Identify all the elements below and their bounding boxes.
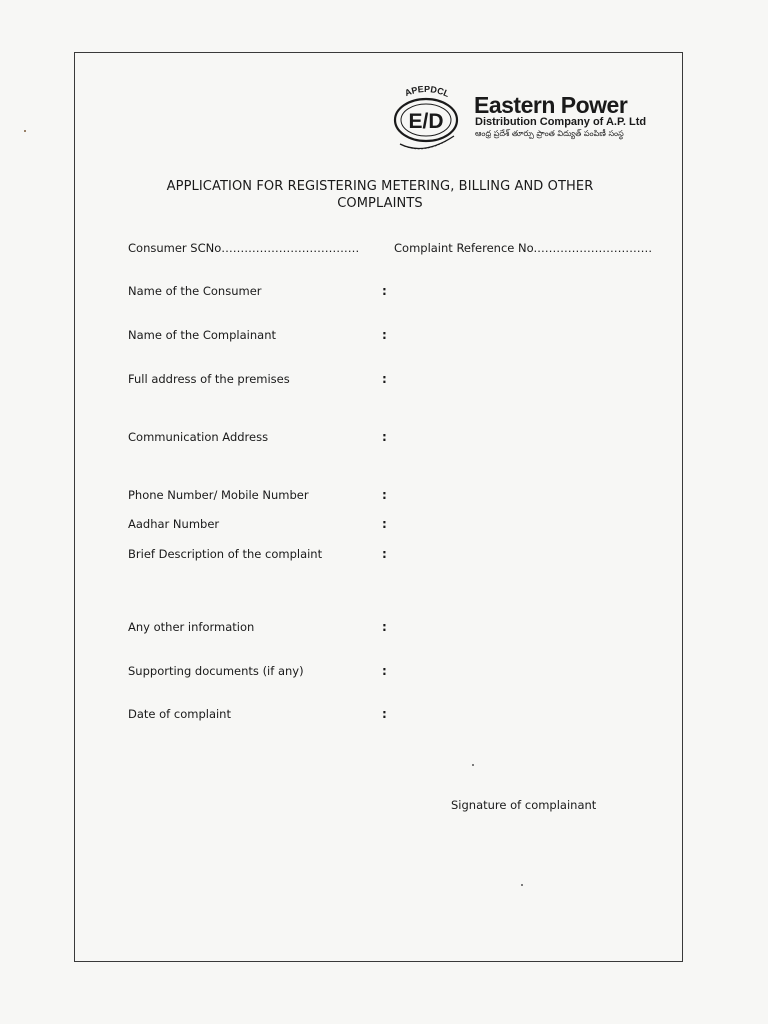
field-colon: :: [382, 284, 387, 298]
form-title-line2: COMPLAINTS: [337, 196, 423, 211]
scan-speck: [472, 764, 474, 766]
field-colon: :: [382, 372, 387, 386]
field-label-supporting-documents: Supporting documents (if any): [128, 664, 304, 678]
field-label-aadhar-number: Aadhar Number: [128, 517, 220, 531]
field-colon: :: [382, 707, 387, 721]
complaint-reference-field[interactable]: Complaint Reference No.…………………………: [394, 241, 653, 255]
field-colon: :: [382, 488, 387, 502]
signature-label: Signature of complainant: [451, 798, 597, 812]
field-label-communication-address: Communication Address: [128, 430, 269, 444]
company-header: [386, 86, 646, 156]
field-label-other-information: Any other information: [128, 620, 255, 634]
field-label-consumer-name: Name of the Consumer: [128, 284, 262, 298]
company-subtitle: Distribution Company of A.P. Ltd: [475, 116, 647, 128]
field-label-complaint-date: Date of complaint: [128, 707, 231, 721]
logo-badge-text: APEPDCL: [403, 86, 451, 100]
scan-speck: [521, 884, 523, 886]
field-label-premises-address: Full address of the premises: [128, 372, 290, 386]
field-colon: :: [382, 328, 387, 342]
apepdcl-logo-icon: [386, 86, 472, 156]
field-colon: :: [382, 547, 387, 561]
form-title: [120, 178, 640, 212]
field-colon: :: [382, 517, 387, 531]
form-title-line1: APPLICATION FOR REGISTERING METERING, BILLING AND OTHER: [166, 179, 594, 194]
field-label-complainant-name: Name of the Complainant: [128, 328, 276, 342]
logo-mark: E/D: [408, 110, 444, 133]
company-name: Eastern Power: [474, 92, 628, 118]
field-label-complaint-description: Brief Description of the complaint: [128, 547, 323, 561]
field-label-phone-number: Phone Number/ Mobile Number: [128, 488, 309, 502]
consumer-scno-field[interactable]: Consumer SCNo………………………………: [128, 241, 360, 255]
field-colon: :: [382, 664, 387, 678]
svg-text:APEPDCL: [403, 86, 451, 99]
scan-speck: [24, 130, 26, 132]
company-telugu-name: ఆంధ్ర ప్రదేశ్ తూర్పు ప్రాంత విద్యుత్ పంపిణీ సంస్థ: [475, 129, 624, 138]
field-colon: :: [382, 430, 387, 444]
field-colon: :: [382, 620, 387, 634]
